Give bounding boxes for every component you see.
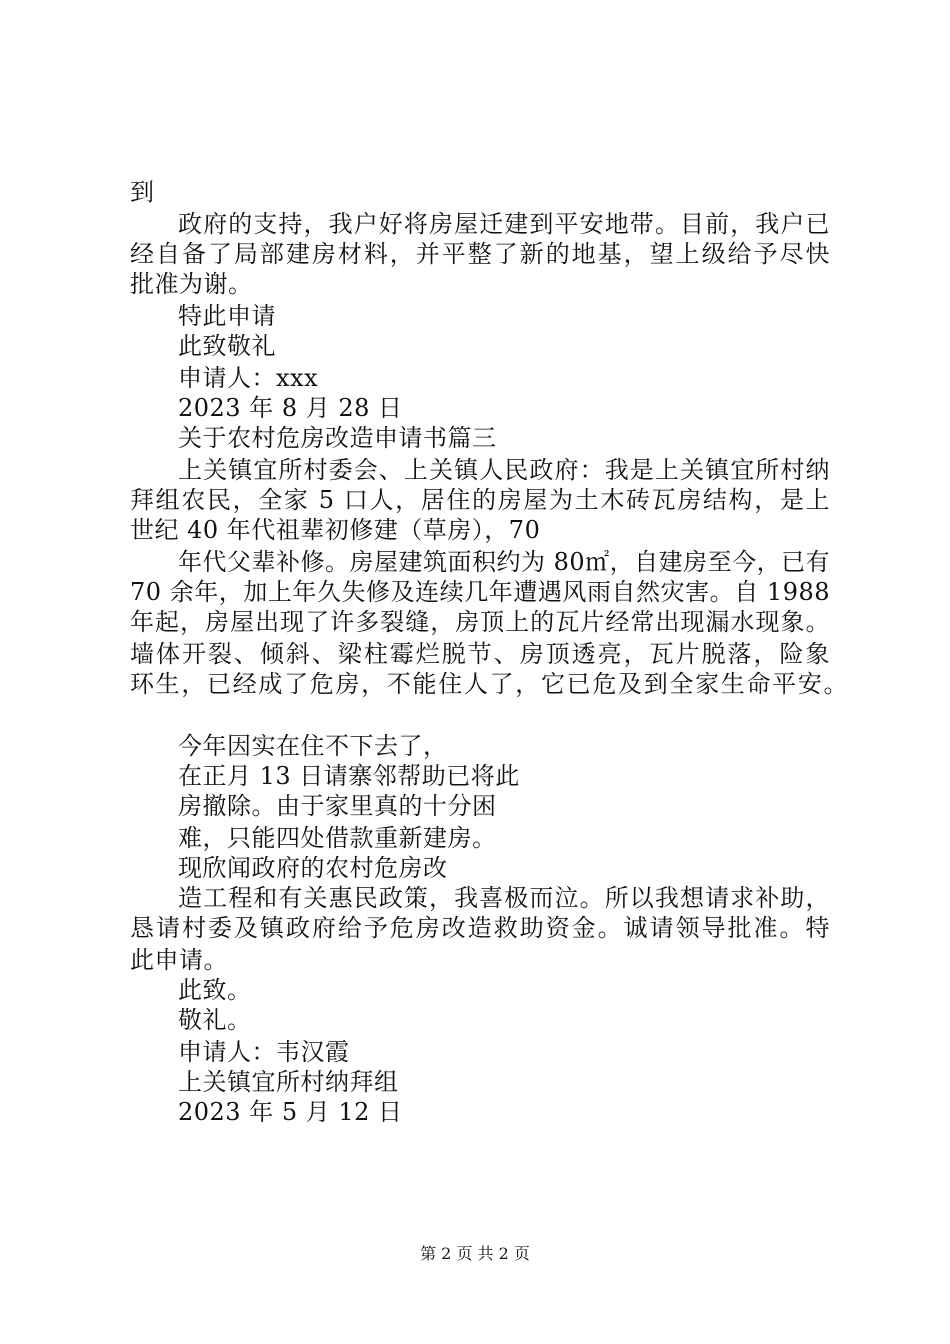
text-line: 2023 年 8 月 28 日 — [178, 394, 403, 422]
text-line: 敬礼。 — [178, 1006, 252, 1034]
text-line: 拜组农民，全家 5 口人，居住的房屋为土木砖瓦房结构，是上 — [130, 486, 830, 514]
text-line: 难，只能四处借款重新建房。 — [178, 824, 497, 852]
text-line: 上关镇宜所村纳拜组 — [178, 1068, 399, 1096]
text-line: 申请人：韦汉霞 — [178, 1038, 350, 1066]
section-title: 关于农村危房改造申请书篇三 — [178, 424, 497, 452]
text-line: 在正月 13 日请寨邻帮助已将此 — [178, 762, 520, 790]
text-line: 70 余年，加上年久失修及连续几年遭遇风雨自然灾害。自 1988 — [130, 578, 830, 606]
text-line: 申请人：xxx — [178, 364, 319, 392]
text-line: 批准为谢。 — [130, 270, 253, 298]
text-line: 上关镇宜所村委会、上关镇人民政府：我是上关镇宜所村纳 — [178, 456, 830, 484]
text-line: 经自备了局部建房材料，并平整了新的地基，望上级给予尽快 — [130, 240, 830, 268]
text-line: 今年因实在住不下去了， — [178, 732, 448, 760]
text-line: 此申请。 — [130, 946, 228, 974]
text-line: 政府的支持，我户好将房屋迁建到平安地带。目前，我户已 — [178, 210, 830, 238]
text-line: 造工程和有关惠民政策，我喜极而泣。所以我想请求补助， — [178, 884, 830, 912]
text-line: 年起，房屋出现了许多裂缝，房顶上的瓦片经常出现漏水现象。 — [130, 608, 830, 636]
text-line: 现欣闻政府的农村危房改 — [178, 854, 448, 882]
text-line: 年代父辈补修。房屋建筑面积约为 80㎡，自建房至今，已有 — [178, 548, 831, 576]
text-line: 恳请村委及镇政府给予危房改造救助资金。诚请领导批准。特 — [130, 914, 830, 942]
text-line: 到 — [130, 178, 155, 206]
text-line: 墙体开裂、倾斜、梁柱霉烂脱节、房顶透亮，瓦片脱落，险象 — [130, 640, 830, 668]
text-line: 此致敬礼 — [178, 332, 276, 360]
text-line: 2023 年 5 月 12 日 — [178, 1098, 403, 1126]
page-number: 第 2 页 共 2 页 — [420, 1244, 530, 1263]
text-line: 此致。 — [178, 976, 252, 1004]
text-line: 房撤除。由于家里真的十分困 — [178, 792, 497, 820]
text-line: 环生，已经成了危房，不能住人了，它已危及到全家生命平安。 — [130, 670, 848, 698]
text-line: 特此申请 — [178, 302, 276, 330]
text-line: 世纪 40 年代祖辈初修建（草房），70 — [130, 516, 541, 544]
